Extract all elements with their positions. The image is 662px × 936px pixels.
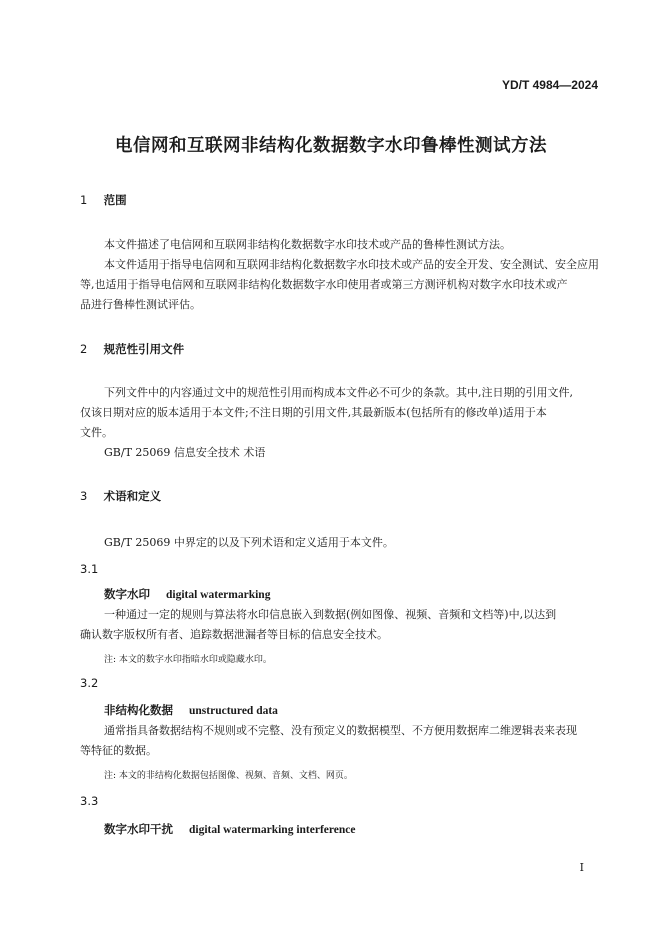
document-title: 电信网和互联网非结构化数据数字水印鲁棒性测试方法 [115,136,547,156]
paragraph: GB/T 25069 中界定的以及下列术语和定义适用于本文件。 [104,536,394,549]
term-entry [104,821,356,837]
section-number: 1 [80,193,88,207]
definition-line: 确认数字版权所有者、追踪数据泄漏者等目标的信息安全技术。 [80,628,388,641]
section-title: 术语和定义 [103,489,162,503]
section-heading-normative-references [80,341,184,357]
paragraph-line: 仅该日期对应的版本适用于本文件;不注日期的引用文件,其最新版本(包括所有的修改单)适用于本 [80,406,547,419]
paragraph-line: 下列文件中的内容通过文中的规范性引用而构成本文件必不可少的条款。其中,注日期的引用文件, [104,386,573,399]
clause-number: 3.2 [80,676,99,690]
section-number: 2 [80,342,88,356]
term-english: digital watermarking [166,589,271,601]
section-number: 3 [80,489,88,503]
paragraph-line: 文件。 [80,426,113,439]
clause-number: 3.3 [80,794,99,808]
section-title: 规范性引用文件 [103,342,185,356]
note: 注: 本文的数字水印指暗水印或隐藏水印。 [104,655,272,665]
paragraph: 本文件描述了电信网和互联网非结构化数据数字水印技术或产品的鲁棒性测试方法。 [104,238,511,251]
standard-number: YD/T 4984—2024 [501,78,598,92]
clause-number: 3.1 [80,562,99,576]
page-number: I [579,861,584,874]
paragraph-line: 等,也适用于指导电信网和互联网非结构化数据数字水印使用者或第三方测评机构对数字水印技术或产 [80,278,568,291]
section-title: 范围 [103,193,127,207]
paragraph-line: 本文件适用于指导电信网和互联网非结构化数据数字水印技术或产品的安全开发、安全测试、安全应用 [104,258,599,271]
term-english: unstructured data [189,705,278,717]
definition-line: 通常指具备数据结构不规则或不完整、没有预定义的数据模型、不方便用数据库二维逻辑表来表现 [104,724,577,737]
term-english: digital watermarking interference [189,824,356,836]
definition-line: 等特征的数据。 [80,744,157,757]
term-entry [104,702,278,718]
section-heading-terms-definitions [80,488,161,504]
definition-line: 一种通过一定的规则与算法将水印信息嵌入到数据(例如图像、视频、音频和文档等)中,以达到 [104,608,557,621]
paragraph-line: 品进行鲁棒性测试评估。 [80,298,201,311]
reference-entry: GB/T 25069 信息安全技术 术语 [104,446,266,459]
term-chinese: 数字水印 [104,587,150,601]
note: 注: 本文的非结构化数据包括图像、视频、音频、文档、网页。 [104,771,353,781]
term-chinese: 非结构化数据 [104,703,173,717]
section-heading-scope [80,192,127,208]
term-chinese: 数字水印干扰 [104,822,173,836]
term-entry [104,586,270,602]
